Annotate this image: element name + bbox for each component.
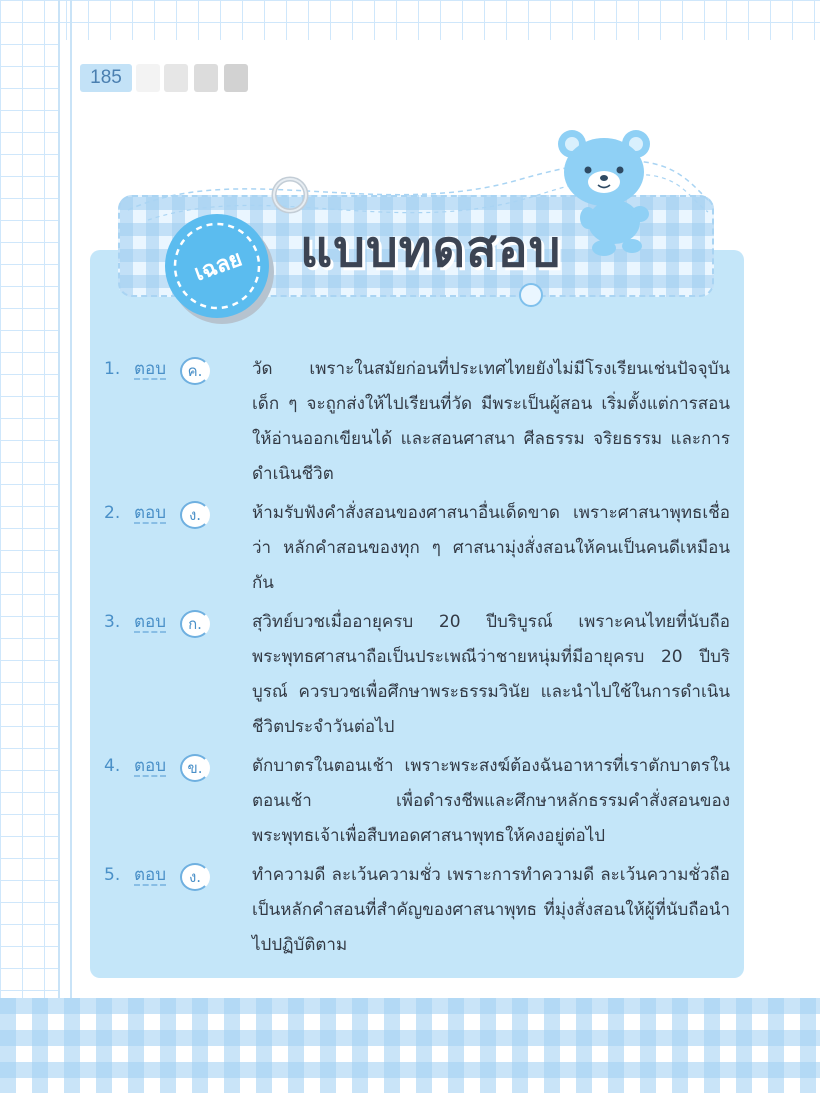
answer-list xyxy=(104,352,734,967)
answer-key xyxy=(104,749,252,854)
answer-item xyxy=(104,749,734,854)
answer-text: วัด เพราะในสมัยก่อนที่ประเทศไทยยังไม่มีโรงเรียนเช่นปัจจุบัน เด็ก ๆ จะถูกส่งให้ไปเรียนที่วัด มีพระเป็นผู้สอน เริ่มตั้งแต่การสอนให้อ่านออกเขียนได้ และสอนศาสนา ศีลธรรม จริยธรรม และการดำเนินชีวิต xyxy=(252,359,730,484)
answer-key xyxy=(104,496,252,601)
answer-label: ตอบ xyxy=(134,865,167,885)
answer-number: 1. xyxy=(104,359,121,379)
answer-label: ตอบ xyxy=(134,503,167,523)
answer-key xyxy=(104,858,252,963)
answer-choice: ง. xyxy=(180,501,210,529)
answer-item xyxy=(104,858,734,963)
answer-number: 3. xyxy=(104,612,121,632)
answer-number: 2. xyxy=(104,503,121,523)
answer-key xyxy=(104,352,252,492)
margin-line xyxy=(58,0,60,1000)
answer-item xyxy=(104,496,734,601)
answer-item xyxy=(104,605,734,745)
answer-choice: ง. xyxy=(180,863,210,891)
bear-icon xyxy=(548,122,660,258)
answer-choice: ก. xyxy=(180,610,210,638)
answer-number: 5. xyxy=(104,865,121,885)
page-number: 185 xyxy=(80,64,132,92)
margin-line xyxy=(70,0,72,1000)
page-tab xyxy=(224,64,248,92)
answer-label: ตอบ xyxy=(134,612,167,632)
answer-text: ตักบาตรในตอนเช้า เพราะพระสงฆ์ต้องฉันอาหารที่เราตักบาตรในตอนเช้า เพื่อดำรงชีพและศึกษาหลักธรรมคำสั่งสอนของพระพุทธเจ้าเพื่อสืบทอดศาสนาพุทธให้คงอยู่ต่อไป xyxy=(252,756,730,846)
page-tab xyxy=(136,64,160,92)
page-tab xyxy=(194,64,218,92)
answer-key xyxy=(104,605,252,745)
page-tab xyxy=(164,64,188,92)
answer-text: สุวิทย์บวชเมื่ออายุครบ 20 ปีบริบูรณ์ เพราะคนไทยที่นับถือพระพุทธศาสนาถือเป็นประเพณีว่าชายหนุ่มที่มีอายุครบ 20 ปีบริบูรณ์ ควรบวชเพื่อศึกษาพระธรรมวินัย และนำไปใช้ในการดำเนินชีวิตประจำวันต่อไป xyxy=(252,612,730,737)
answer-text: ห้ามรับฟังคำสั่งสอนของศาสนาอื่นเด็ดขาด เพราะศาสนาพุทธเชื่อว่า หลักคำสอนของทุก ๆ ศาสนามุ่งสั่งสอนให้คนเป็นคนดีเหมือนกัน xyxy=(252,503,730,593)
page-title: แบบทดสอบ xyxy=(300,220,562,278)
answer-choice: ค. xyxy=(180,357,210,385)
answer-label: ตอบ xyxy=(134,359,167,379)
answer-choice: ข. xyxy=(180,754,210,782)
answer-text: ทำความดี ละเว้นความชั่ว เพราะการทำความดี ละเว้นความชั่วถือเป็นหลักคำสอนที่สำคัญของศาสนาพุทธ ที่มุ่งสั่งสอนให้ผู้ที่นับถือนำไปปฏิบัติตาม xyxy=(252,865,730,955)
answer-item xyxy=(104,352,734,492)
badge-label: เฉลย xyxy=(191,246,246,287)
answer-label: ตอบ xyxy=(134,756,167,776)
footer-pattern xyxy=(0,998,820,1093)
answer-number: 4. xyxy=(104,756,121,776)
